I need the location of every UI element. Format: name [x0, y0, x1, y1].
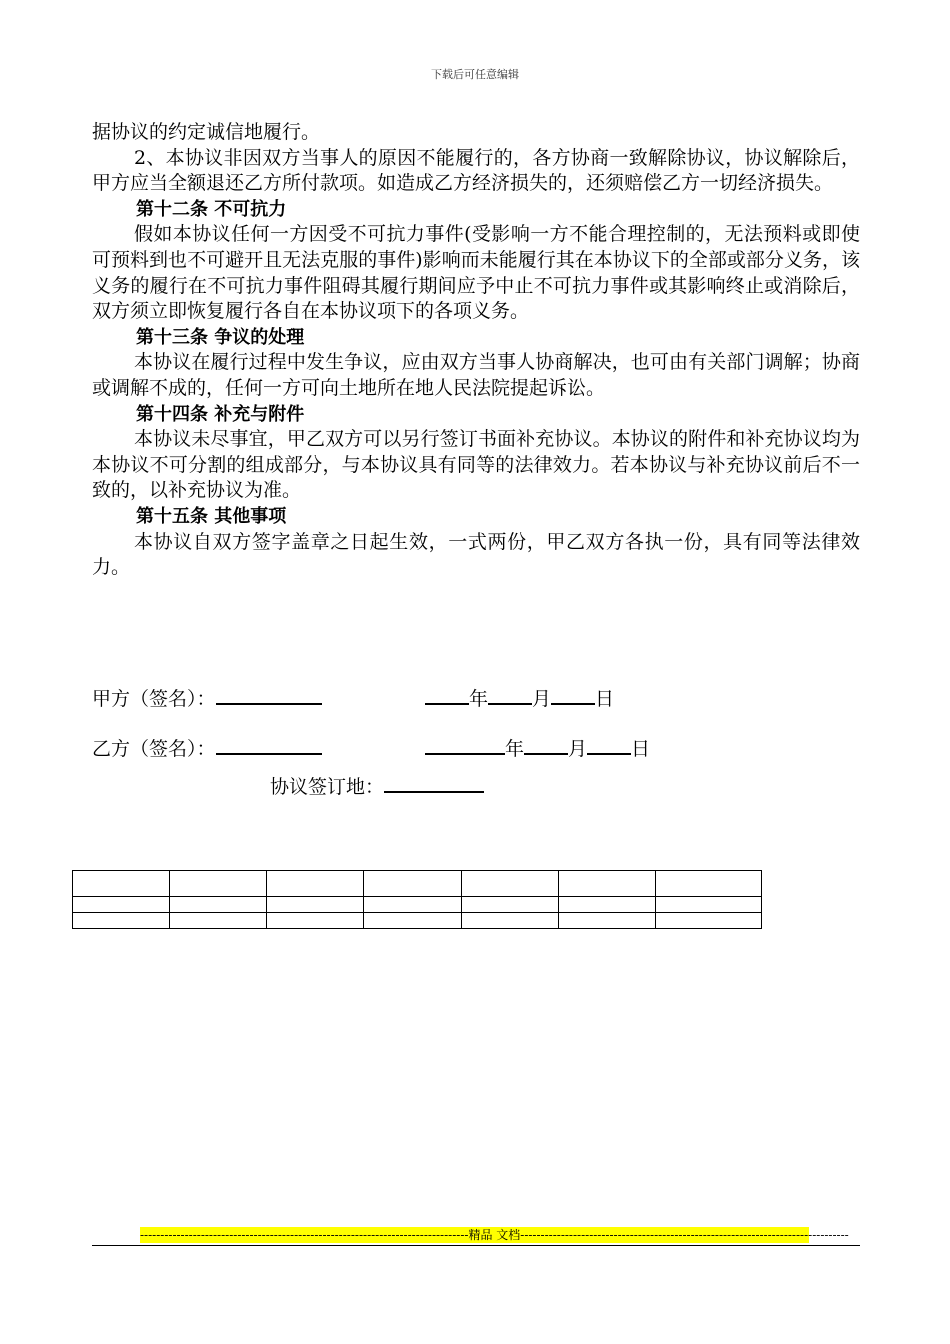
table-cell: [267, 871, 364, 897]
table-cell: [170, 871, 267, 897]
table-cell: [364, 913, 461, 929]
table-cell: [73, 871, 170, 897]
table-cell: [461, 913, 558, 929]
paragraph: 本协议自双方签字盖章之日起生效，一式两份，甲乙双方各执一份，具有同等法律效力。: [92, 530, 860, 579]
empty-grid-table: [72, 870, 762, 929]
month-label: 月: [532, 688, 552, 710]
article-heading: 第十二条 不可抗力: [136, 198, 287, 220]
table-cell: [461, 871, 558, 897]
day-label: 日: [595, 688, 615, 710]
footer-label: 精品 文档: [468, 1228, 521, 1242]
table-cell: [558, 871, 655, 897]
month-blank[interactable]: [524, 735, 568, 755]
table-cell: [558, 897, 655, 913]
day-blank[interactable]: [587, 735, 631, 755]
table-cell: [73, 913, 170, 929]
party-b-signature-blank[interactable]: [216, 735, 322, 755]
year-blank[interactable]: [425, 735, 505, 755]
paragraph: 本协议在履行过程中发生争议，应由双方当事人协商解决，也可由有关部门调解；协商或调解不成的，任何一方可向土地所在地人民法院提起诉讼。: [92, 351, 860, 399]
table-cell: [267, 897, 364, 913]
signing-place-line: [270, 772, 484, 799]
paragraph: 据协议的约定诚信地履行。: [92, 121, 321, 143]
paragraph: 假如本协议任何一方因受不可抗力事件(受影响一方不能合理控制的，无法预料或即使可预料到也不可避开且无法克服的事件)影响而未能履行其在本协议下的全部或部分义务，该义务的履行在不可抗力事件阻碍其履行期间应予中止不可抗力事件或其影响终止或消除后，双方须立即恢复履行各自在本协议项下的各项义务。: [92, 223, 860, 323]
table-cell: [364, 871, 461, 897]
table-cell: [461, 897, 558, 913]
party-a-signature-line: [92, 684, 322, 711]
agreement-body: [92, 120, 860, 581]
table-cell: [655, 871, 761, 897]
table-cell: [655, 897, 761, 913]
table-cell: [364, 897, 461, 913]
day-label: 日: [631, 738, 651, 760]
party-b-signature-line: [92, 734, 322, 761]
month-blank[interactable]: [488, 685, 532, 705]
table-cell: [170, 897, 267, 913]
party-a-signature-blank[interactable]: [216, 685, 322, 705]
article-heading: 第十五条 其他事项: [136, 505, 287, 527]
party-a-label: 甲方（签名）：: [92, 688, 216, 710]
signing-place-blank[interactable]: [384, 773, 484, 793]
table-cell: [267, 913, 364, 929]
signing-place-label: 协议签订地：: [270, 776, 385, 798]
party-a-date: [425, 684, 614, 711]
table-cell: [170, 913, 267, 929]
party-b-date: [425, 734, 650, 761]
footer-rule: [92, 1245, 860, 1246]
day-blank[interactable]: [551, 685, 595, 705]
footer-banner: [140, 1227, 849, 1243]
page-header: 下载后可任意编辑: [431, 68, 519, 81]
year-label: 年: [505, 738, 525, 760]
footer-dashes-right: ---------------------------------------------------------------------------------: [520, 1228, 849, 1242]
table-cell: [73, 897, 170, 913]
footer-dashes-left: ---------------------------------------------------------------------------------: [140, 1228, 469, 1242]
party-b-label: 乙方（签名）：: [92, 738, 216, 760]
year-label: 年: [469, 688, 489, 710]
year-blank[interactable]: [425, 685, 469, 705]
table-cell: [655, 913, 761, 929]
month-label: 月: [568, 738, 588, 760]
table-cell: [558, 913, 655, 929]
paragraph: 2、本协议非因双方当事人的原因不能履行的，各方协商一致解除协议，协议解除后，甲方应当全额退还乙方所付款项。如造成乙方经济损失的，还须赔偿乙方一切经济损失。: [92, 146, 860, 195]
paragraph: 本协议未尽事宜，甲乙双方可以另行签订书面补充协议。本协议的附件和补充协议均为本协议不可分割的组成部分，与本协议具有同等的法律效力。若本协议与补充协议前后不一致的，以补充协议为准。: [92, 428, 860, 502]
article-heading: 第十四条 补充与附件: [136, 403, 305, 425]
article-heading: 第十三条 争议的处理: [136, 326, 305, 348]
